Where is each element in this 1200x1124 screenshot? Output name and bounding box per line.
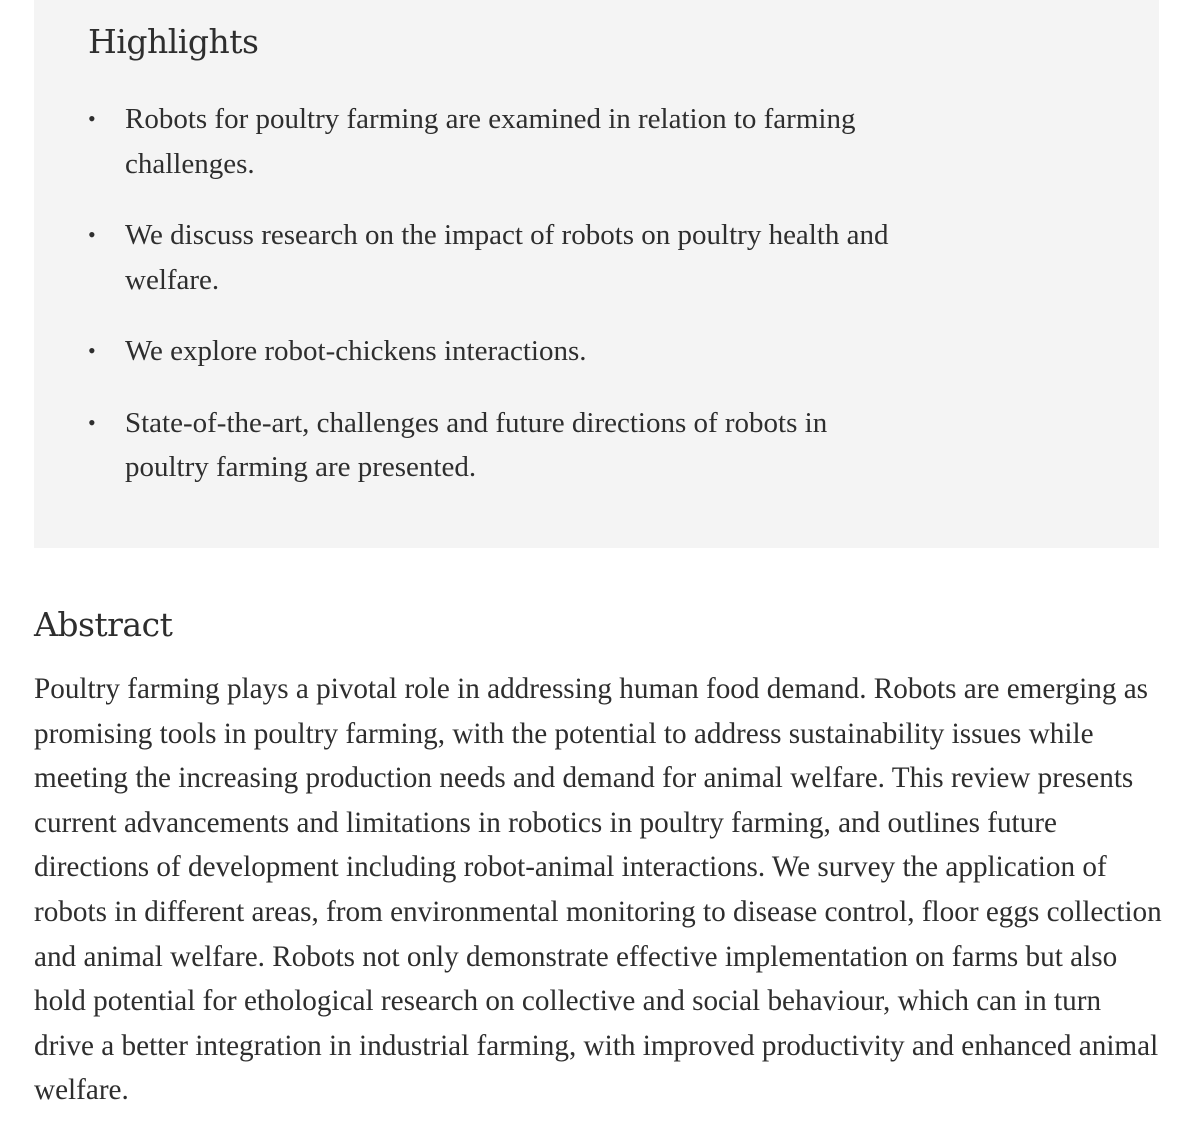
- highlight-item: [88, 329, 988, 374]
- highlights-section: [34, 0, 1159, 548]
- bullet-icon: •: [88, 409, 96, 435]
- abstract-text: Poultry farming plays a pivotal role in addressing human food demand. Robots are emerging as promising tools in poultry farming, with the potential to address sustainability issues while meeting the increasing production needs and demand for animal welfare. This review presents current advancements and limitations in robotics in poultry farming, and outlines future directions of development including robot-animal interactions. We survey the application of robots in different areas, from environmental monitoring to disease control, floor eggs collection and animal welfare. Robots not only demonstrate effective implementation on farms but also hold potential for ethological research on collective and social behaviour, which can in turn drive a better integration in industrial farming, with improved productivity and enhanced animal welfare.: [34, 673, 1162, 1107]
- highlights-heading: Highlights: [88, 22, 259, 61]
- highlights-list: [88, 97, 988, 517]
- bullet-icon: •: [88, 222, 96, 247]
- abstract-heading: Abstract: [34, 605, 173, 644]
- highlight-item: [88, 97, 988, 186]
- highlight-text: We discuss research on the impact of robots on poultry health and welfare.: [125, 219, 889, 296]
- bullet-icon: •: [88, 338, 96, 363]
- highlight-text: State-of-the-art, challenges and future directions of robots in poultry farming are presented.: [125, 406, 828, 483]
- highlight-text: Robots for poultry farming are examined in relation to farming challenges.: [125, 103, 856, 180]
- highlight-item: [88, 213, 988, 302]
- highlight-item: [88, 401, 988, 490]
- highlight-text: We explore robot-chickens interactions.: [125, 335, 587, 367]
- bullet-icon: •: [88, 106, 96, 131]
